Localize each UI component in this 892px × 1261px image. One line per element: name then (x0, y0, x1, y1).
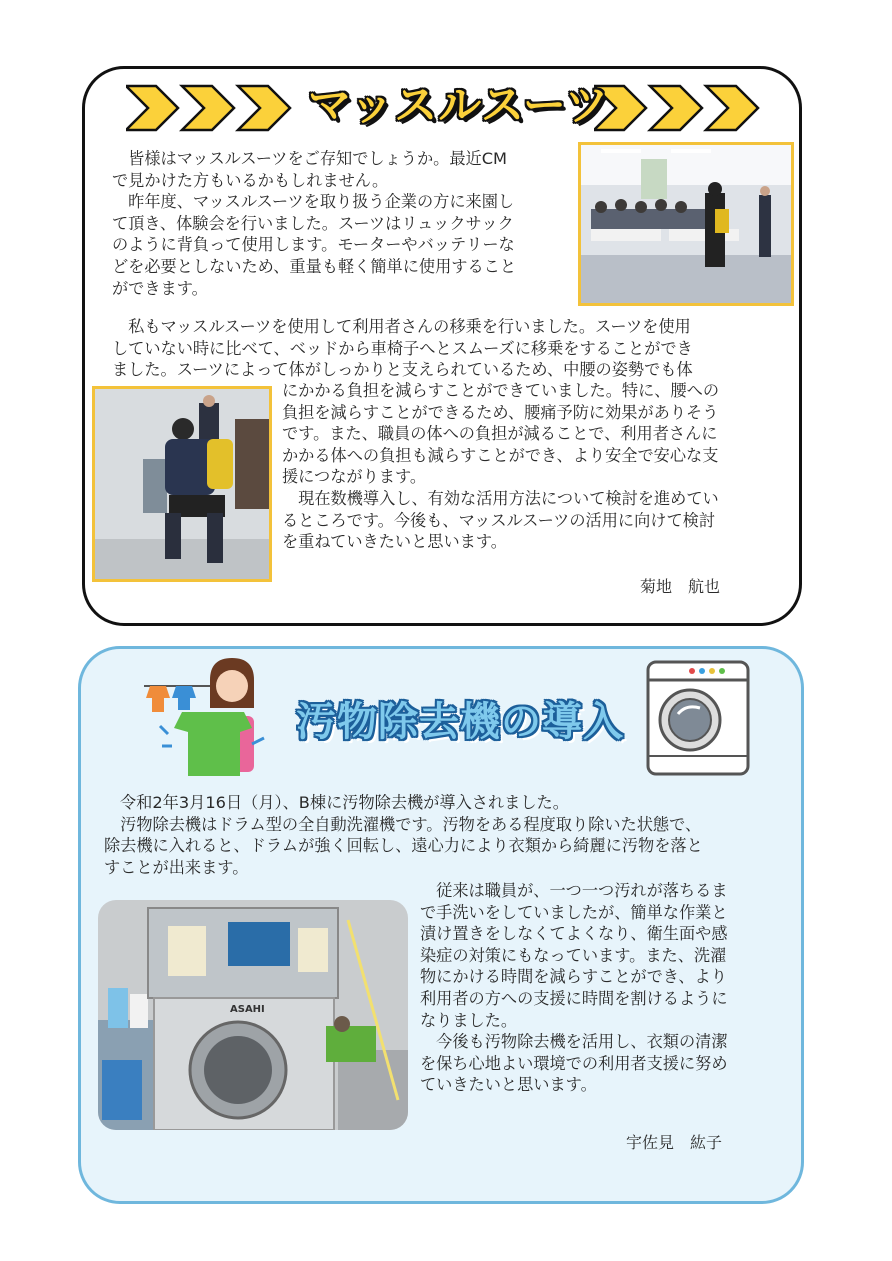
washer-title: 汚物除去機の導入 (296, 699, 624, 745)
text-line: かかる体への負担も減らすことができ、より安全で安心な支 (282, 445, 719, 465)
chevron-decoration-left (126, 82, 294, 134)
text-line: で手洗いをしていましたが、簡単な作業と (420, 902, 728, 922)
text-line: にかかる負担を減らすことができていました。特に、腰への (282, 381, 720, 400)
muscle-suit-paragraph-bottom (282, 380, 719, 553)
text-line: 現在数機導入し、有効な活用方法について検討を進めてい (282, 488, 719, 508)
washer-paragraph-top (104, 792, 703, 878)
muscle-suit-paragraph-mid (112, 316, 693, 381)
text-line: 私もマッスルスーツを使用して利用者さんの移乗を行いました。スーツを使用 (112, 317, 691, 336)
muscle-suit-paragraph-top (112, 148, 516, 299)
text-line: 物にかける時間を減らすことができ、より (420, 967, 727, 987)
text-line: で見かけた方もいるかもしれません。 (112, 170, 389, 190)
seminar-photo (578, 142, 794, 306)
text-line: 援につながります。 (282, 467, 427, 487)
muscle-suit-author: 菊地 航也 (640, 577, 721, 596)
text-line: 負担を減らすことができるため、腰痛予防に効果がありそう (282, 402, 719, 422)
text-line: ました。スーツによって体がしっかりと支えられているため、中腰の姿勢でも体 (112, 360, 693, 380)
text-line: 皆様はマッスルスーツをご存知でしょうか。最近CM (112, 149, 507, 168)
text-line: 汚物除去機はドラム型の全自動洗濯機です。汚物をある程度取り除いた状態で、 (104, 814, 702, 834)
suit-demo-photo (92, 386, 272, 582)
washer-author: 宇佐見 紘子 (626, 1133, 723, 1152)
text-line: なりました。 (420, 1010, 518, 1030)
text-line: 今後も汚物除去機を活用し、衣類の清潔 (420, 1032, 728, 1052)
text-line: 昨年度、マッスルスーツを取り扱う企業の方に来園し (112, 192, 515, 212)
text-line: どを必要としないため、重量も軽く簡単に使用すること (112, 256, 517, 276)
text-line: ができます。 (112, 278, 208, 298)
muscle-suit-title: マッスルスーツ (308, 81, 610, 131)
text-line: 染症の対策にもなっています。また、洗濯 (420, 945, 727, 965)
text-line: を重ねていきたいと思います。 (282, 532, 507, 552)
text-line: です。また、職員の体への負担が減ることで、利用者さんに (282, 424, 718, 444)
washer-paragraph-bottom (420, 880, 728, 1096)
text-line: すことが出来ます。 (104, 857, 249, 877)
text-line: るところです。今後も、マッスルスーツの活用に向けて検討 (282, 510, 716, 530)
chevron-decoration-right (594, 82, 762, 134)
text-line: 従来は職員が、一つ一つ汚れが落ちるま (420, 881, 728, 900)
text-line: 令和2年3月16日（月）、B棟に汚物除去機が導入されました。 (120, 793, 569, 812)
text-line: のように背負って使用します。モーターやバッテリーな (112, 235, 515, 255)
text-line: していない時に比べて、ベッドから車椅子へとスムーズに移乗をすることができ (112, 338, 693, 358)
laundry-woman-illustration (140, 656, 270, 778)
washing-machine-illustration (638, 656, 758, 780)
machine-brand-label: ASAHI (230, 1004, 265, 1015)
text-line: を保ち心地よい環境での利用者支援に努め (420, 1053, 728, 1073)
washer-photo (98, 900, 408, 1130)
text-line: 利用者の方への支援に時間を割けるように (420, 988, 728, 1008)
text-line: 漬け置きをしなくてよくなり、衛生面や感 (420, 924, 728, 944)
text-line: 除去機に入れると、ドラムが強く回転し、遠心力により衣類から綺麗に汚物を落と (104, 836, 703, 856)
text-line: て頂き、体験会を行いました。スーツはリュックサック (112, 213, 514, 233)
text-line: ていきたいと思います。 (420, 1075, 597, 1095)
